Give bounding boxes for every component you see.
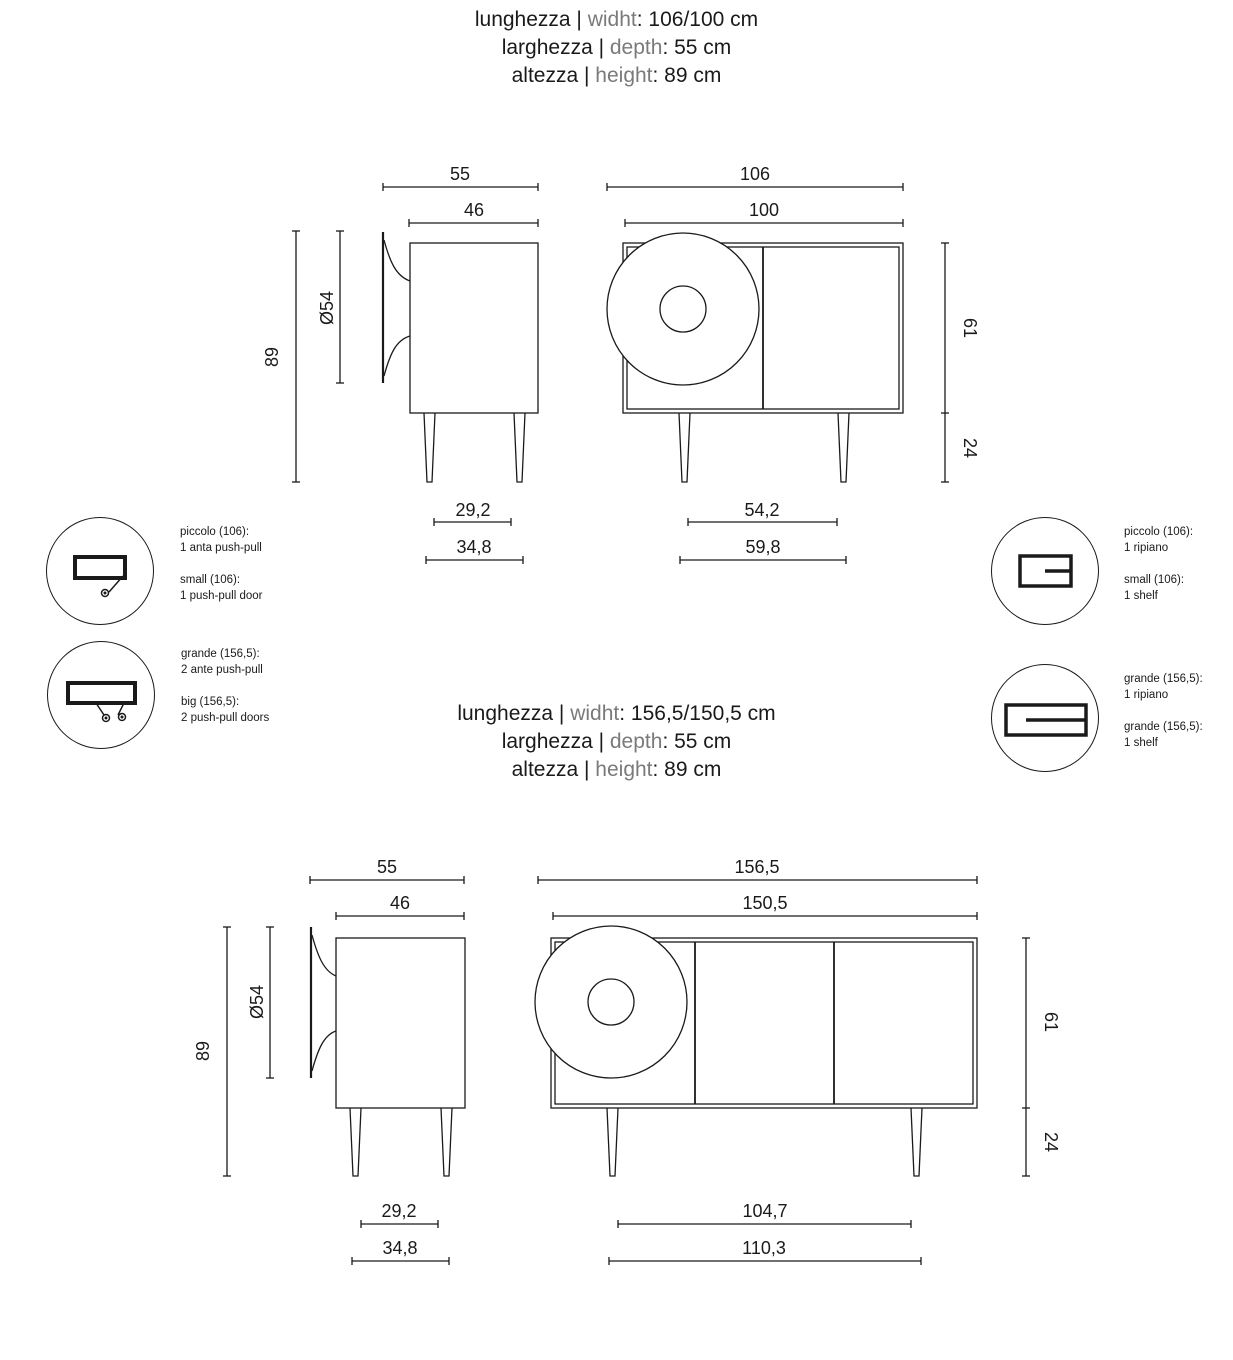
small-spec-length: lunghezza | widht: 106/100 cm (474, 8, 759, 31)
small-spec-depth: larghezza | depth: 55 cm (501, 36, 732, 59)
big-front-leg-outer-label: 110,3 (742, 1238, 786, 1258)
big-side-body-depth-label: 46 (389, 893, 411, 913)
shelf-big-icon (991, 664, 1099, 772)
double-door-icon (47, 641, 155, 749)
big-front-body-width-label: 150,5 (742, 893, 788, 913)
big-total-height-label: 89 (193, 1040, 213, 1062)
big-shelf-note: grande (156,5): 1 ripiano grande (156,5): 1 shelf (1124, 673, 1203, 749)
big-side-view (223, 876, 465, 1265)
small-spec-height: altezza | height: 89 cm (511, 64, 722, 87)
small-leg-height-label: 24 (960, 437, 980, 459)
big-side-leg-inner-label: 29,2 (381, 1201, 417, 1221)
small-side-leg-outer-label: 34,8 (456, 537, 492, 557)
big-side-total-depth-label: 55 (376, 857, 398, 877)
small-front-leg-outer-label: 59,8 (745, 537, 781, 557)
small-total-height-label: 89 (262, 346, 282, 368)
big-side-leg-outer-label: 34,8 (382, 1238, 418, 1258)
big-spec-depth: larghezza | depth: 55 cm (501, 730, 732, 753)
small-side-body-depth-label: 46 (463, 200, 485, 220)
small-door-note: piccolo (106): 1 anta push-pull small (106): 1 push-pull door (180, 526, 263, 602)
big-body-height-label: 61 (1041, 1011, 1061, 1033)
big-disc-diameter-label: Ø54 (247, 984, 267, 1020)
small-body-height-label: 61 (960, 317, 980, 339)
shelf-small-icon (991, 517, 1099, 625)
big-leg-height-label: 24 (1041, 1131, 1061, 1153)
small-front-leg-inner-label: 54,2 (744, 500, 780, 520)
big-front-leg-inner-label: 104,7 (742, 1201, 788, 1221)
single-door-icon (46, 517, 154, 625)
small-shelf-note: piccolo (106): 1 ripiano small (106): 1 shelf (1124, 526, 1194, 602)
small-front-total-width-label: 106 (739, 164, 771, 184)
big-spec-height: altezza | height: 89 cm (511, 758, 722, 781)
small-front-body-width-label: 100 (748, 200, 780, 220)
big-front-total-width-label: 156,5 (734, 857, 780, 877)
big-door-note: grande (156,5): 2 ante push-pull big (156,5): 2 push-pull doors (181, 648, 270, 724)
small-side-view (292, 183, 538, 564)
big-spec-length: lunghezza | widht: 156,5/150,5 cm (457, 702, 776, 725)
small-disc-diameter-label: Ø54 (317, 290, 337, 326)
small-side-leg-inner-label: 29,2 (455, 500, 491, 520)
small-side-total-depth-label: 55 (449, 164, 471, 184)
